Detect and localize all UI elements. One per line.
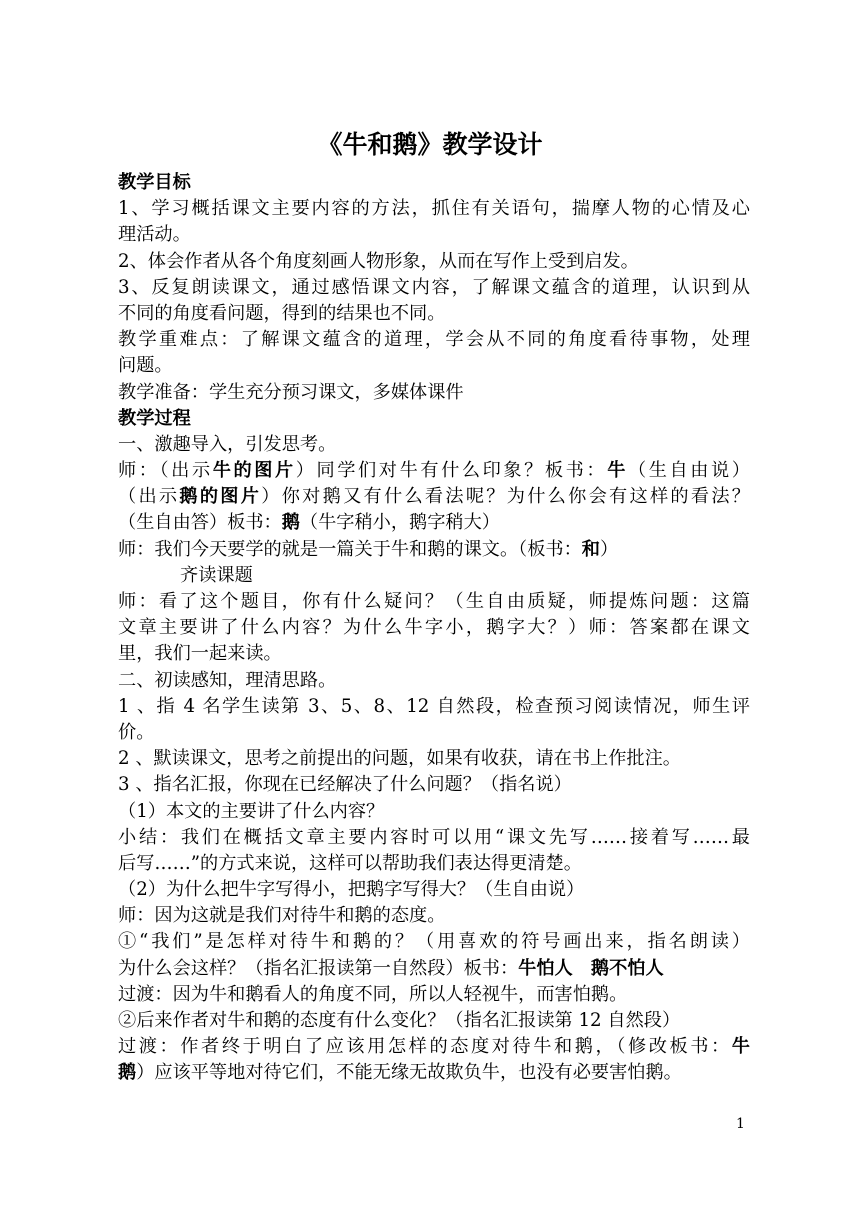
text-line <box>118 1008 750 1034</box>
text-run: （生自由答）板书： <box>118 512 282 534</box>
text-run: （出示 <box>118 486 180 508</box>
text-line <box>118 720 750 746</box>
text-line <box>118 641 750 667</box>
text-line <box>118 563 750 589</box>
text-line <box>118 432 750 458</box>
text-run: 过渡：作者终于明白了应该用怎样的态度对待牛和鹅，（修改板书： <box>118 1036 732 1058</box>
text-run: 1 、指 4 名学生读第 3、5、8、12 自然段，检查预习阅读情况，师生评 <box>118 695 750 717</box>
text-line <box>118 301 750 327</box>
bold-text: 牛 <box>607 460 628 482</box>
text-run: 不同的角度看问题，得到的结果也不同。 <box>118 302 446 324</box>
text-line <box>118 275 750 301</box>
text-run: （生自由说） <box>627 460 750 482</box>
text-line <box>118 903 750 929</box>
text-line <box>118 589 750 615</box>
text-run: 1、学习概括课文主要内容的方法，抓住有关语句，揣摩人物的心情及心 <box>118 198 750 220</box>
text-run: 教学过程 <box>118 407 191 429</box>
text-line <box>118 929 750 955</box>
text-run: 里，我们一起来读。 <box>118 643 282 665</box>
bold-text: 鹅 <box>118 1062 137 1084</box>
bold-text: 牛的图片 <box>212 460 296 482</box>
text-run: 2 、默读课文，思考之前提出的问题，如果有收获，请在书上作批注。 <box>118 748 681 770</box>
text-line <box>118 877 750 903</box>
text-run: 3 、指名汇报，你现在已经解决了什么问题？（指名说） <box>118 774 572 796</box>
text-line <box>118 458 750 484</box>
text-run: 文章主要讲了什么内容？为什么牛字小，鹅字大？）师：答案都在课文 <box>118 617 750 639</box>
text-run: ②后来作者对牛和鹅的态度有什么变化？（指名汇报读第 12 自然段） <box>118 1010 681 1031</box>
document-body <box>118 170 750 1087</box>
bold-text: 鹅的图片 <box>179 486 262 508</box>
text-run: 一、激趣导入，引发思考。 <box>118 433 337 455</box>
text-run: 师：因为这就是我们对待牛和鹅的态度。 <box>118 905 446 927</box>
bold-text: 牛怕人 鹅不怕人 <box>518 957 664 979</box>
text-line <box>118 956 750 982</box>
text-run: 理活动。 <box>118 224 191 246</box>
text-run: 教学重难点：了解课文蕴含的道理，学会从不同的角度看待事物，处理 <box>118 329 750 351</box>
text-line <box>118 327 750 353</box>
text-line <box>118 668 750 694</box>
text-run: 二、初读感知，理清思路。 <box>118 669 337 691</box>
text-line <box>118 694 750 720</box>
text-run: 齐读课题 <box>180 564 253 586</box>
text-run: 教学目标 <box>118 172 191 193</box>
page-number: 1 <box>736 1116 745 1132</box>
text-line <box>118 772 750 798</box>
text-run: ） <box>599 538 619 560</box>
text-line <box>118 353 750 379</box>
text-line <box>118 537 750 563</box>
text-run: （牛字稍小，鹅字稍大） <box>299 512 500 534</box>
text-line <box>118 510 750 536</box>
text-line <box>118 222 750 248</box>
text-line <box>118 615 750 641</box>
text-run: ）你对鹅又有什么看法呢？为什么你会有这样的看法？ <box>261 486 750 508</box>
text-line <box>118 380 750 406</box>
bold-text: 鹅 <box>281 512 300 534</box>
text-line <box>118 1060 750 1086</box>
text-run: 为什么会这样？（指名汇报读第一自然段）板书： <box>118 957 519 979</box>
text-line <box>118 982 750 1008</box>
text-run: ）同学们对牛有什么印象？板书： <box>295 460 608 482</box>
text-line <box>118 851 750 877</box>
text-run: 过渡：因为牛和鹅看人的角度不同，所以人轻视牛，而害怕鹅。 <box>118 983 628 1005</box>
text-line <box>118 825 750 851</box>
document-title: 《牛和鹅》教学设计 <box>317 130 543 159</box>
bold-text: 和 <box>581 538 600 560</box>
text-line <box>118 746 750 772</box>
text-line <box>118 484 750 510</box>
text-line <box>118 249 750 275</box>
text-run: 教学准备：学生充分预习课文，多媒体课件 <box>118 381 464 403</box>
text-line <box>118 799 750 825</box>
text-run: 师：我们今天要学的就是一篇关于牛和鹅的课文。（板书： <box>118 538 582 560</box>
text-run: 师：（出示 <box>118 460 213 482</box>
text-run: 小结：我们在概括文章主要内容时可以用“课文先写……接着写……最 <box>118 826 750 848</box>
section-heading <box>118 170 750 196</box>
text-run: 师：看了这个题目，你有什么疑问？（生自由质疑，师提炼问题：这篇 <box>118 591 750 612</box>
text-run: ①“我们”是怎样对待牛和鹅的？（用喜欢的符号画出来，指名朗读） <box>118 931 750 953</box>
text-run: （2）为什么把牛字写得小，把鹅字写得大？（生自由说） <box>118 879 585 901</box>
text-run: ）应该平等地对待它们，不能无缘无故欺负牛，也没有必要害怕鹅。 <box>136 1062 682 1084</box>
text-run: （1）本文的主要讲了什么内容？ <box>118 800 385 822</box>
text-run: 问题。 <box>118 355 173 377</box>
bold-text: 牛 <box>731 1036 750 1058</box>
text-run: 2、体会作者从各个角度刻画人物形象，从而在写作上受到启发。 <box>118 250 639 272</box>
text-run: 价。 <box>118 721 155 743</box>
section-heading <box>118 406 750 432</box>
text-run: 3、反复朗读课文，通过感悟课文内容，了解课文蕴含的道理，认识到从 <box>118 276 750 298</box>
text-run: 后写……”的方式来说，这样可以帮助我们表达得更清楚。 <box>118 852 582 874</box>
text-line <box>118 1034 750 1060</box>
text-line <box>118 196 750 222</box>
